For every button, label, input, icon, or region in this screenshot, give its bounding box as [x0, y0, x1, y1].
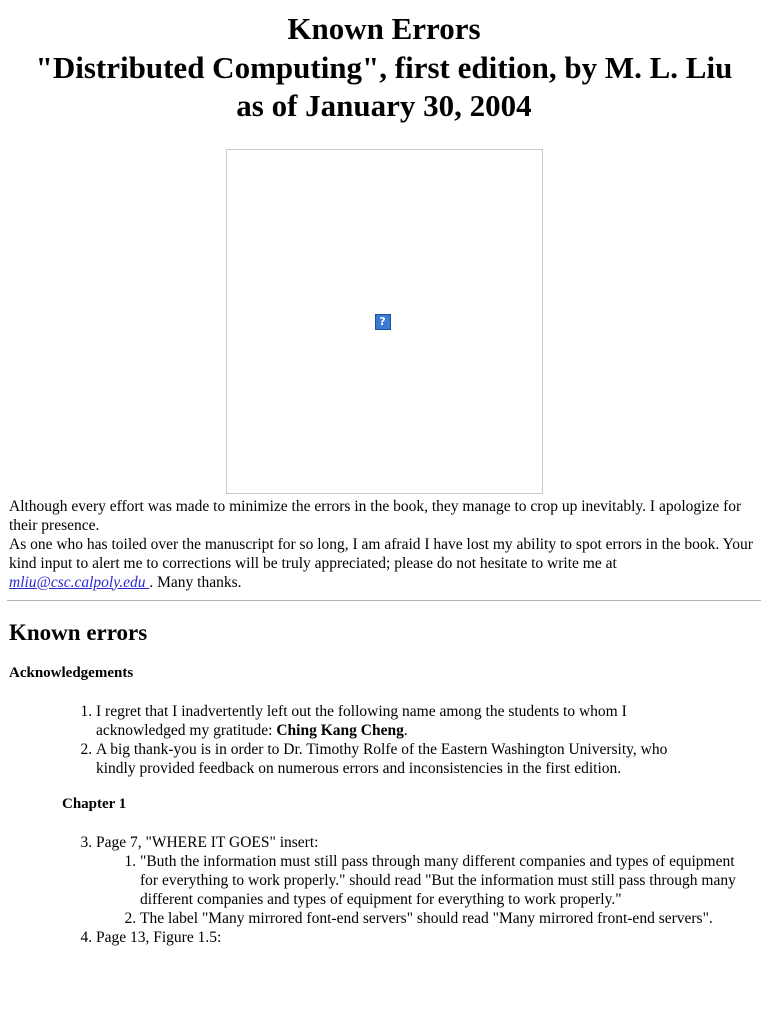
- intro-paragraph-2-text: As one who has toiled over the manuscript for so long, I am afraid I have lost my ability to spot errors in the book. Your kind input to alert me to corrections will be truly appreciated; please do not hesitate to write me at: [9, 535, 753, 572]
- horizontal-divider: [7, 600, 761, 601]
- book-cover-image-placeholder: [226, 149, 543, 494]
- intro-paragraph-1: Although every effort was made to minimize the errors in the book, they manage to crop up inevitably. I apologize for their presence.: [9, 497, 742, 534]
- item-3-text: Page 7, "WHERE IT GOES" insert:: [96, 833, 319, 851]
- title-line-3: as of January 30, 2004: [236, 88, 532, 123]
- chapter-1-heading: Chapter 1: [62, 795, 127, 812]
- nested-list-item: 1. "Buth the information must still pass through many different companies and types of equipment for everything to work properly." should read "But the information must still pass through many different companies and types of equipment for everything to work properly.": [140, 852, 756, 909]
- ack-1-name: Ching Kang Cheng: [276, 721, 404, 739]
- intro-paragraph-2: [9, 535, 756, 592]
- page-title: [0, 0, 768, 126]
- list-item: 4. Page 13, Figure 1.5:: [96, 928, 756, 947]
- intro-paragraph-2-closing: . Many thanks.: [149, 573, 242, 591]
- acknowledgements-list: [96, 702, 768, 778]
- ack-1-end: .: [403, 721, 408, 739]
- list-item: 2. A big thank-you is in order to Dr. Timothy Rolfe of the Eastern Washington University, who kindly provided feedback on numerous errors and inconsistencies in the first edition.: [96, 740, 708, 778]
- title-line-2: "Distributed Computing", first edition, by M. L. Liu: [35, 49, 733, 85]
- section-heading: Known errors: [9, 619, 148, 645]
- broken-image-icon: ?: [375, 314, 391, 330]
- nested-list-item: 2. The label "Many mirrored font-end servers" should read "Many mirrored front-end servers".: [140, 909, 756, 928]
- acknowledgements-heading: Acknowledgements: [9, 664, 134, 681]
- chapter-1-list: [96, 833, 768, 947]
- title-line-1: Known Errors: [287, 11, 481, 46]
- list-item: [96, 702, 708, 740]
- email-link[interactable]: mliu@csc.calpoly.edu: [9, 573, 150, 591]
- list-item: [96, 833, 756, 928]
- ack-1-text: I regret that I inadvertently left out the following name among the students to whom I acknowledged my gratitude:: [96, 702, 627, 739]
- intro-text: [9, 497, 768, 592]
- nested-list: [140, 852, 756, 928]
